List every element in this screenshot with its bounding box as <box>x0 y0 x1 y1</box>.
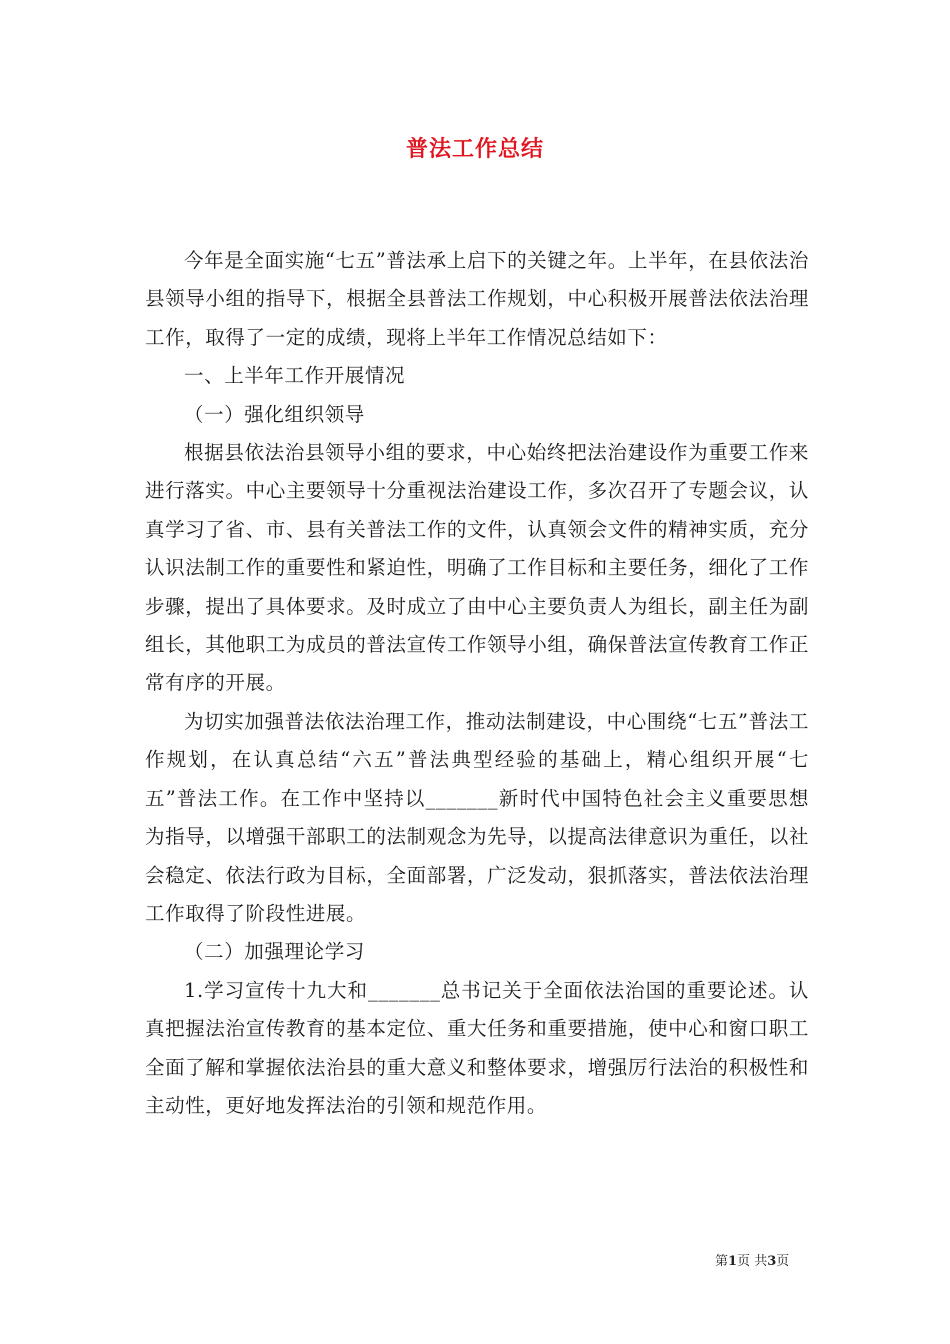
footer-page-number: 1 <box>728 1254 738 1269</box>
body-paragraph-organization: 根据县依法治县领导小组的要求，中心始终把法治建设作为重要工作来进行落实。中心主要领导十分重视法治建设工作，多次召开了专题会议，认真学习了省、市、县有关普法工作的文件，认真领会文件的精神实质，充分认识法制工作的重要性和紧迫性，明确了工作目标和主要任务，细化了工作步骤，提出了具体要求。及时成立了由中心主要负责人为组长，副主任为副组长，其他职工为成员的普法宣传工作领导小组，确保普法宣传教育工作正常有序的开展。 <box>145 441 809 695</box>
page-footer <box>715 1250 835 1269</box>
section-heading-1: 一、上半年工作开展情况 <box>184 364 406 388</box>
intro-paragraph: 今年是全面实施“七五”普法承上启下的关键之年。上半年，在县依法治县领导小组的指导下，根据全县普法工作规划，中心积极开展普法依法治理工作，取得了一定的成绩，现将上半年工作情况总结如下： <box>145 249 809 349</box>
document-body <box>145 242 809 1125</box>
document-title: 普法工作总结 <box>405 136 544 162</box>
footer-middle: 页 共 <box>737 1254 768 1269</box>
body-paragraph-study: 1.学习宣传十九大和_______总书记关于全面依法治国的重要论述。认真把握法治宣传教育的基本定位、重大任务和重要措施，使中心和窗口职工全面了解和掌握依法治县的重大意义和整体要求，增强厉行法治的积极性和主动性，更好地发挥法治的引领和规范作用。 <box>145 978 809 1117</box>
footer-prefix: 第 <box>715 1254 729 1269</box>
body-paragraph-planning: 为切实加强普法依法治理工作，推动法制建设，中心围绕“七五”普法工作规划，在认真总结“六五”普法典型经验的基础上，精心组织开展“七五”普法工作。在工作中坚持以_______新时代中国特色社会主义重要思想为指导，以增强干部职工的法制观念为先导，以提高法律意识为重任，以社会稳定、依法行政为目标，全面部署，广泛发动，狠抓落实，普法依法治理工作取得了阶段性进展。 <box>145 709 809 925</box>
subsection-heading-2: （二）加强理论学习 <box>184 940 365 964</box>
subsection-heading-1: （一）强化组织领导 <box>184 402 365 426</box>
footer-suffix: 页 <box>776 1254 790 1269</box>
footer-total-pages: 3 <box>767 1254 777 1269</box>
